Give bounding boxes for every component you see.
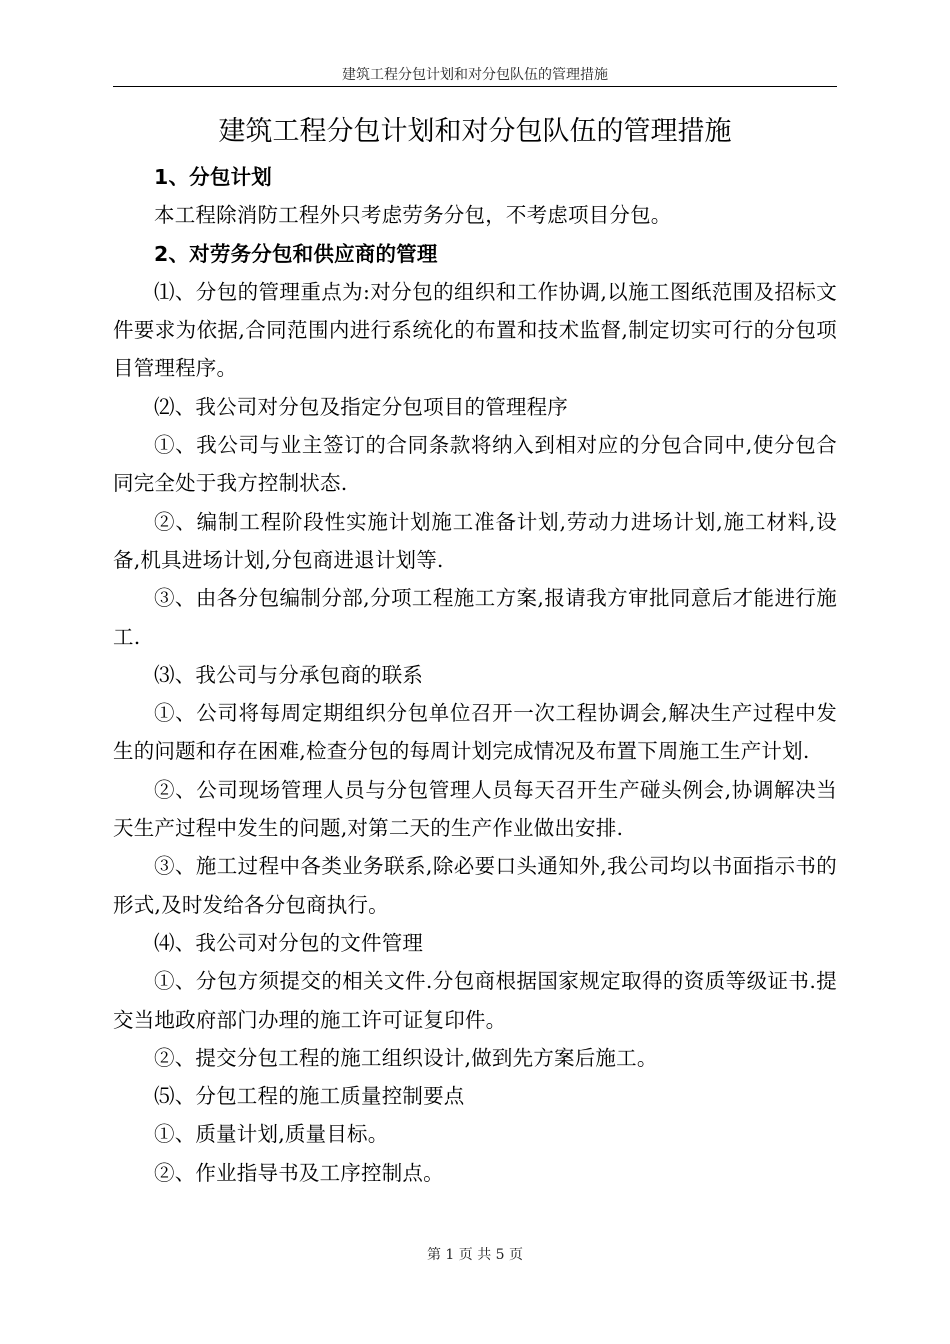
page-number: 第 1 页 共 5 页: [426, 1247, 524, 1263]
document-title: 建筑工程分包计划和对分包队伍的管理措施: [218, 116, 732, 147]
paragraph: ⑷、我公司对分包的文件管理: [154, 930, 424, 955]
paragraph: ③、由各分包编制分部,分项工程施工方案,报请我方审批同意后才能进行施工.: [113, 586, 837, 649]
paragraph: ②、提交分包工程的施工组织设计,做到先方案后施工。: [154, 1045, 658, 1070]
paragraph: ②、作业指导书及工序控制点。: [154, 1160, 444, 1185]
paragraph: ①、分包方须提交的相关文件.分包商根据国家规定取得的资质等级证书.提交当地政府部门办理的施工许可证复印件。: [113, 969, 837, 1032]
paragraph: ③、施工过程中各类业务联系,除必要口头通知外,我公司均以书面指示书的形式,及时发给各分包商执行。: [113, 854, 837, 917]
paragraph: ①、公司将每周定期组织分包单位召开一次工程协调会,解决生产过程中发生的问题和存在困难,检查分包的每周计划完成情况及布置下周施工生产计划.: [113, 701, 837, 764]
paragraph: ①、质量计划,质量目标。: [154, 1122, 389, 1147]
paragraph: ⑴、分包的管理重点为:对分包的组织和工作协调,以施工图纸范围及招标文件要求为依据,合同范围内进行系统化的布置和技术监督,制定切实可行的分包项目管理程序。: [113, 279, 837, 381]
paragraph: ②、公司现场管理人员与分包管理人员每天召开生产碰头例会,协调解决当天生产过程中发生的问题,对第二天的生产作业做出安排.: [113, 777, 837, 841]
section-heading: 1、分包计划: [154, 165, 272, 189]
paragraph: ②、编制工程阶段性实施计划施工准备计划,劳动力进场计划,施工材料,设备,机具进场计划,分包商进退计划等.: [113, 509, 837, 572]
paragraph: ⑵、我公司对分包及指定分包项目的管理程序: [154, 394, 568, 419]
paragraph: ①、我公司与业主签订的合同条款将纳入到相对应的分包合同中,使分包合同完全处于我方控制状态.: [113, 433, 837, 496]
paragraph: 本工程除消防工程外只考虑劳务分包，不考虑项目分包。: [154, 203, 672, 228]
paragraph: ⑸、分包工程的施工质量控制要点: [154, 1084, 465, 1109]
running-header: 建筑工程分包计划和对分包队伍的管理措施: [342, 67, 608, 83]
paragraph: ⑶、我公司与分承包商的联系: [154, 662, 424, 687]
section-heading: 2、对劳务分包和供应商的管理: [154, 241, 438, 266]
header-divider: [113, 86, 837, 87]
document-body: [113, 158, 837, 1192]
